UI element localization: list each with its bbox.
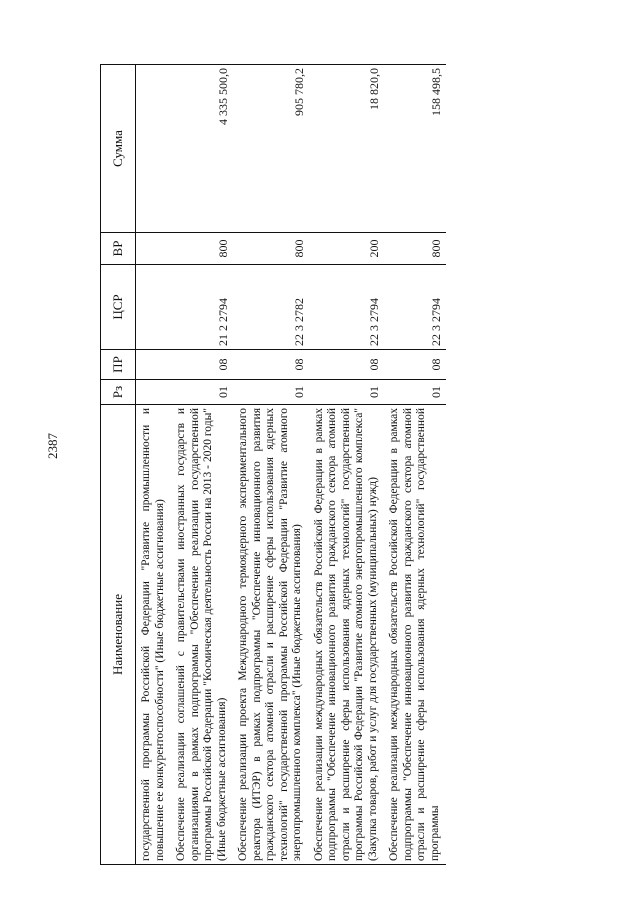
header-vr: ВР [101,233,136,265]
row-vr: 800 [384,233,446,265]
table-row [384,65,446,865]
header-rz: Рз [101,380,136,405]
row-rz: 01 [233,380,309,405]
rotated-budget-table [100,65,610,865]
row-csr [136,265,172,350]
header-csr: ЦСР [101,265,136,350]
row-rz [136,380,172,405]
row-sum [136,65,172,233]
row-sum: 905 780,2 [233,65,309,233]
row-name: Обеспечение реализации проекта Международного термоядерного экспериментального реактора (ИТЭР) в рамках подпрограммы "Обеспечение инновационного развития гражданского сектора атомной отрасли и расширение сферы использования ядерных технологий" государственной программы Российской Федерации "Развитие атомного энергопромышленного комплекса" (Иные бюджетные ассигнования) [233,405,309,865]
row-sum: 4 335 500,0 [171,65,233,233]
row-rz: 01 [384,380,446,405]
row-name: государственной программы Российской Федерации "Развитие промышленности и повышение ее конкурентоспособности" (Иные бюджетные ассигнования) [136,405,172,865]
header-name: Наименование [101,405,136,865]
row-csr: 21 2 2794 [171,265,233,350]
row-sum: 158 498,5 [384,65,446,233]
header-pr: ПР [101,350,136,380]
row-pr: 08 [233,350,309,380]
row-csr: 22 3 2782 [233,265,309,350]
row-pr: 08 [171,350,233,380]
row-csr: 22 3 2794 [384,265,446,350]
row-pr [136,350,172,380]
row-vr [136,233,172,265]
row-vr: 200 [309,233,385,265]
table-row [233,65,309,865]
header-sum: Сумма [101,65,136,233]
row-name: Обеспечение реализации международных обязательств Российской Федерации в рамках подпрограммы "Обеспечение инновационного развития гражданского сектора атомной отрасли и расширение сферы использования ядерных технологий" государственной программы Российской Федерации "Развитие атомного энергопромышленного комплекса" (Закупка товаров, работ и услуг для государственных (муниципальных) нужд) [309,405,385,865]
row-pr: 08 [309,350,385,380]
table-row [136,65,172,865]
row-sum: 18 820,0 [309,65,385,233]
row-vr: 800 [233,233,309,265]
row-csr: 22 3 2794 [309,265,385,350]
row-name: Обеспечение реализации международных обязательств Российской Федерации в рамках подпрограммы "Обеспечение инновационного развития гражданского сектора атомной отрасли и расширение сферы использования ядерных технологий" государственной программы [384,405,446,865]
row-pr: 08 [384,350,446,380]
table-row [309,65,385,865]
table-row [171,65,233,865]
budget-table [100,64,446,865]
table-header-row [101,65,136,865]
page-number: 2387 [45,433,60,459]
row-rz: 01 [309,380,385,405]
row-name: Обеспечение реализации соглашений с правительствами иностранных государств и организациями в рамках подпрограммы "Обеспечение реализации государственной программы Российской Федерации "Космическая деятельность России на 2013 - 2020 годы" (Иные бюджетные ассигнования) [171,405,233,865]
row-rz: 01 [171,380,233,405]
row-vr: 800 [171,233,233,265]
